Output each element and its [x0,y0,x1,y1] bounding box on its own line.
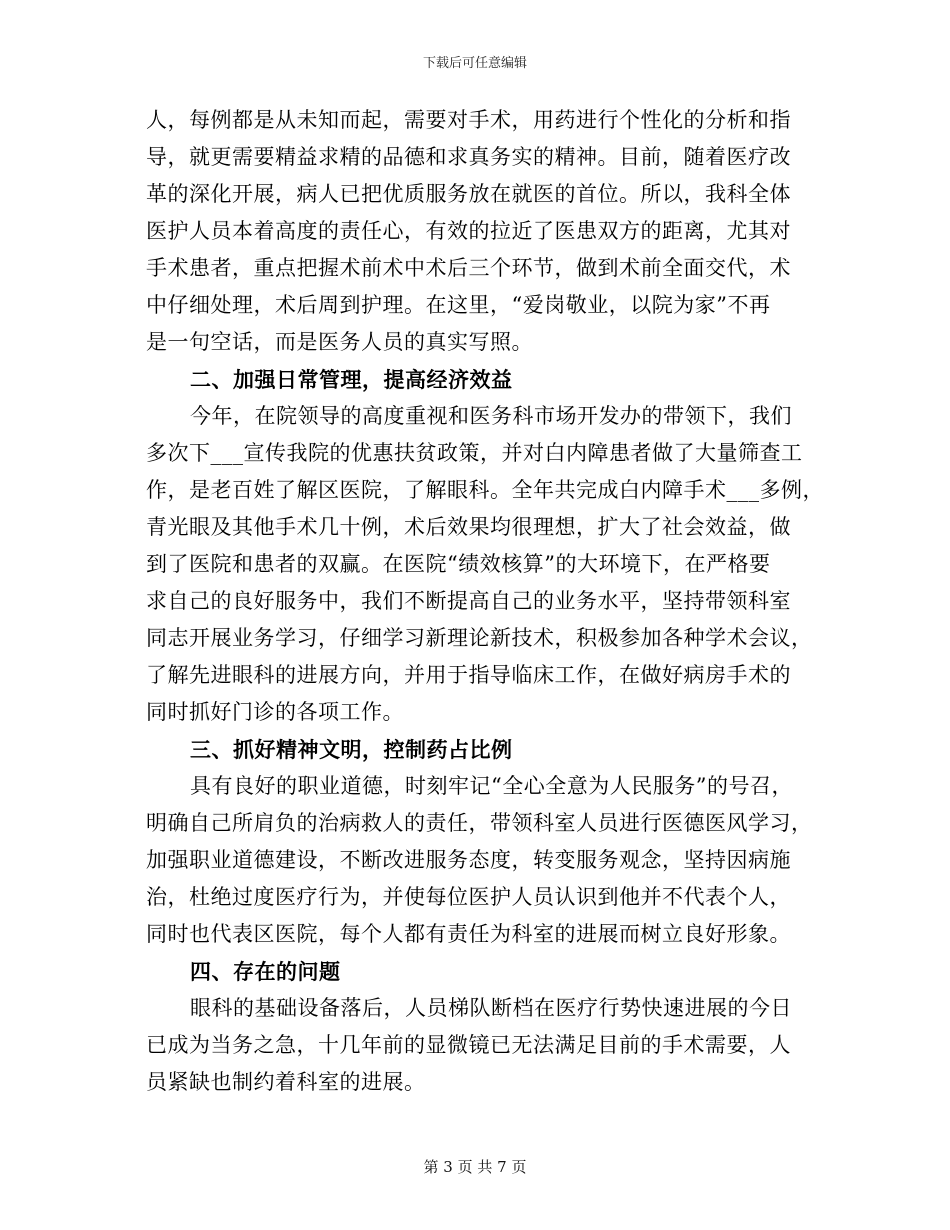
body-line: 治，杜绝过度医疗行为，并使每位医护人员认识到他并不代表个人， [146,885,791,909]
section-heading-3: 三、抓好精神文明，控制药占比例 [190,737,513,762]
body-line: 明确自己所肩负的治病救人的责任，带领科室人员进行医德医风学习， [146,811,813,835]
document-body [146,102,824,1101]
paragraph-first-line: 具有良好的职业道德，时刻牢记“全心全意为人民服务”的号召， [190,774,793,798]
body-line: 革的深化开展，病人已把优质服务放在就医的首位。所以，我科全体 [146,182,791,206]
page-number: 第 3 页 共 7 页 [423,1158,527,1176]
body-line: 了解先进眼科的进展方向，并用于指导临床工作，在做好病房手术的 [146,663,791,687]
body-line: 医护人员本着高度的责任心，有效的拉近了医患双方的距离，尤其对 [146,219,791,243]
body-line: 导，就更需要精益求精的品德和求真务实的精神。目前，随着医疗改 [146,145,791,169]
body-line: 加强职业道德建设，不断改进服务态度，转变服务观念，坚持因病施 [146,848,791,872]
body-line: 到了医院和患者的双赢。在医院“绩效核算”的大环境下，在严格要 [146,552,771,576]
body-line: 同时也代表区医院，每个人都有责任为科室的进展而树立良好形象。 [146,922,791,946]
section-heading-4: 四、存在的问题 [190,959,341,984]
paragraph-first-line: 今年，在院领导的高度重视和医务科市场开发办的带领下，我们 [190,404,792,428]
body-line: 求自己的良好服务中，我们不断提高自己的业务水平，坚持带领科室 [146,589,791,613]
section-heading-2: 二、加强日常管理，提高经济效益 [190,367,513,392]
body-line: 已成为当务之急，十几年前的显微镜已无法满足目前的手术需要，人 [146,1033,791,1057]
paragraph-first-line: 眼科的基础设备落后，人员梯队断档在医疗行势快速进展的今日 [190,996,792,1020]
body-line: 是一句空话，而是医务人员的真实写照。 [146,330,533,354]
body-line: 作，是老百姓了解区医院，了解眼科。全年共完成白内障手术___多例， [146,478,824,502]
body-line: 青光眼及其他手术几十例，术后效果均很理想，扩大了社会效益，做 [146,515,791,539]
body-line: 多次下___宣传我院的优惠扶贫政策，并对白内障患者做了大量筛查工 [146,441,803,465]
body-line: 人，每例都是从未知而起，需要对手术，用药进行个性化的分析和指 [146,108,791,132]
page-header-note: 下载后可任意编辑 [422,56,527,71]
body-line: 员紧缺也制约着科室的进展。 [146,1070,426,1094]
body-line: 手术患者，重点把握术前术中术后三个环节，做到术前全面交代，术 [146,256,791,280]
body-line: 中仔细处理，术后周到护理。在这里，“爱岗敬业，以院为家”不再 [146,293,771,317]
body-line: 同志开展业务学习，仔细学习新理论新技术，积极参加各种学术会议， [146,626,813,650]
body-line: 同时抓好门诊的各项工作。 [146,700,404,724]
